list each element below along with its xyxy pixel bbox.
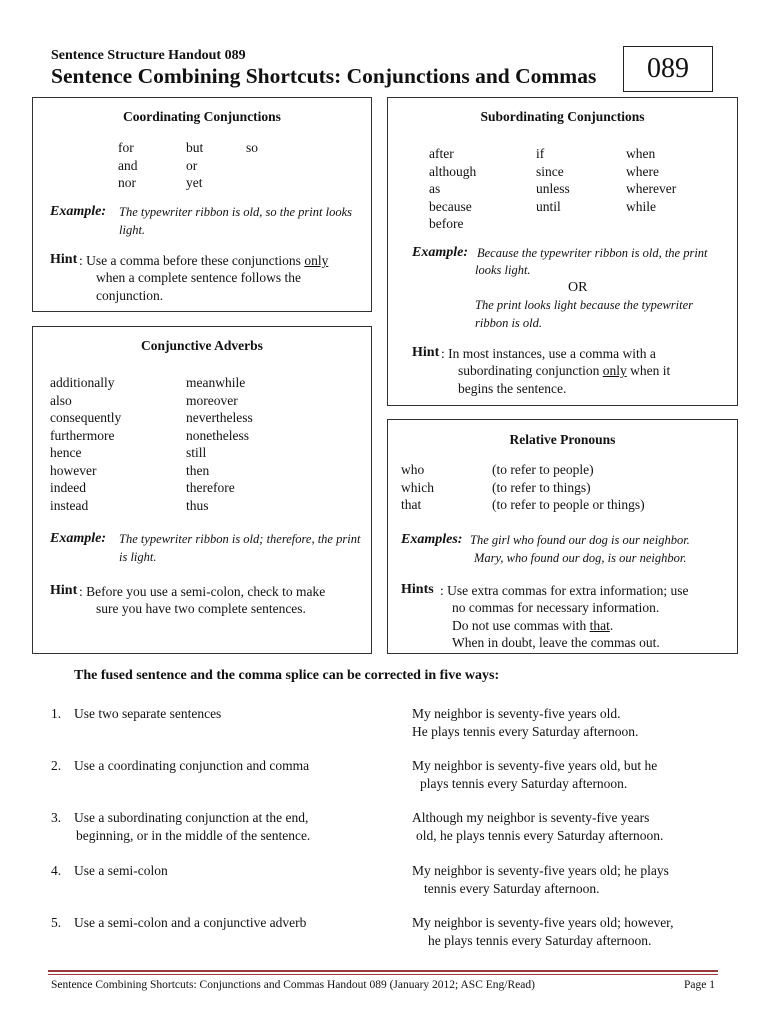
subordinating-heading: Subordinating Conjunctions — [480, 109, 645, 124]
example-text-cont — [475, 262, 531, 280]
word: for — [118, 140, 134, 155]
hint-text — [441, 345, 656, 363]
word: however — [50, 462, 97, 478]
coordinating-col-1 — [118, 139, 138, 192]
relative-pronouns-box — [387, 419, 738, 654]
hint-emphasis: that — [589, 617, 610, 633]
word: if — [536, 146, 545, 161]
word: yet — [186, 175, 203, 190]
way-method — [74, 862, 168, 880]
hint-text — [79, 252, 328, 270]
word: until — [536, 198, 561, 214]
way-example — [412, 809, 663, 844]
page-title: Sentence Combining Shortcuts: Conjunctions and Commas — [51, 64, 597, 88]
example-label: Example: — [50, 531, 106, 546]
pronoun-usage: (to refer to things) — [492, 479, 591, 495]
word: meanwhile — [186, 375, 246, 390]
example-line: My neighbor is seventy-five years old. — [412, 706, 621, 721]
word: because — [429, 198, 472, 214]
hint-line: : Before you use a semi-colon, check to make — [79, 584, 326, 599]
way-number: 2. — [51, 758, 62, 773]
way-method — [74, 914, 306, 932]
hint-text — [440, 582, 689, 600]
pronoun-usage: (to refer to people or things) — [492, 497, 645, 512]
word: also — [50, 392, 72, 408]
word: instead — [50, 497, 89, 513]
way-method — [74, 757, 309, 775]
word: therefore — [186, 480, 235, 495]
word: hence — [50, 445, 82, 460]
word: indeed — [50, 480, 86, 495]
word: still — [186, 445, 207, 460]
word: as — [429, 181, 441, 196]
way-number: 5. — [51, 915, 62, 930]
way-example — [412, 705, 638, 740]
word: while — [626, 198, 656, 214]
method-line: Use a coordinating conjunction and comma — [74, 758, 310, 773]
way-number: 4. — [51, 863, 62, 878]
word: nevertheless — [186, 410, 253, 425]
word: then — [186, 462, 210, 478]
hint-label: Hints — [401, 582, 434, 597]
footer-rule — [48, 970, 718, 972]
example-text-alt — [475, 297, 693, 332]
word: after — [429, 146, 454, 161]
hint-label: Hint — [412, 345, 440, 360]
hint-line: begins the sentence. — [458, 380, 567, 396]
hint-label: Hint — [50, 583, 78, 598]
word: so — [246, 140, 259, 155]
example-line: ribbon is old. — [475, 315, 543, 330]
hint-text-cont — [458, 362, 670, 397]
hint-line: conjunction. — [96, 287, 164, 303]
hint-text-cont — [96, 269, 301, 304]
subordinating-col-2 — [536, 145, 570, 215]
fused-sentence-heading: The fused sentence and the comma splice can be corrected in five ways: — [74, 668, 500, 683]
handout-subtitle: Sentence Structure Handout 089 — [51, 48, 246, 63]
hint-line: when a complete sentence follows the — [96, 270, 302, 285]
example-line: looks light. — [475, 263, 531, 277]
example-line: is light. — [119, 549, 157, 564]
word: when — [626, 146, 656, 161]
subordinating-col-3 — [626, 145, 676, 215]
example-line: tennis every Saturday afternoon. — [424, 880, 600, 896]
hint-text — [79, 583, 325, 601]
pronoun-list — [401, 461, 434, 514]
example-line: The girl who found our dog is our neighbor. — [470, 533, 690, 547]
way-method — [74, 809, 310, 844]
example-text — [470, 532, 690, 550]
word: and — [118, 157, 138, 173]
word: unless — [536, 181, 570, 196]
subordinating-conjunctions-box — [387, 97, 738, 406]
hint-line: when it — [626, 363, 671, 378]
example-label: Examples: — [401, 532, 463, 547]
hint-emphasis: only — [602, 363, 627, 378]
hint-line: : Use extra commas for extra information; use — [440, 583, 689, 598]
example-line: The typewriter ribbon is old; therefore, the print — [119, 532, 361, 546]
word: nonetheless — [186, 427, 249, 443]
word: wherever — [626, 181, 677, 196]
hint-line: no commas for necessary information. — [452, 600, 660, 615]
example-text-cont — [474, 550, 687, 568]
way-method — [74, 705, 221, 723]
pronoun-usage-list — [492, 461, 645, 514]
way-example — [412, 757, 657, 792]
pronoun: which — [401, 479, 434, 495]
hint-line: When in doubt, leave the commas out. — [452, 635, 660, 650]
coordinating-conjunctions-box — [32, 97, 372, 312]
hint-line: sure you have two complete sentences. — [96, 601, 306, 616]
word: nor — [118, 175, 136, 190]
word: or — [186, 157, 198, 173]
example-line: Mary, who found our dog, is our neighbor. — [474, 551, 687, 565]
page-number: Page 1 — [684, 979, 715, 991]
subordinating-col-1 — [429, 145, 476, 233]
example-label: Example: — [50, 204, 106, 219]
example-line: My neighbor is seventy-five years old; he plays — [412, 863, 669, 878]
footer-rule — [48, 974, 718, 975]
example-line: He plays tennis every Saturday afternoon. — [412, 723, 639, 739]
example-line: The typewriter ribbon is old, so the print looks — [119, 205, 352, 219]
example-text — [477, 245, 708, 263]
handout-number-box: 089 — [623, 46, 713, 92]
conjunctive-adverbs-box — [32, 326, 372, 654]
example-line: My neighbor is seventy-five years old; however, — [412, 915, 674, 930]
relative-heading: Relative Pronouns — [509, 432, 616, 447]
pronoun-usage: (to refer to people) — [492, 462, 594, 477]
adverbs-heading: Conjunctive Adverbs — [141, 338, 263, 353]
or-separator: OR — [568, 280, 588, 295]
way-example — [412, 914, 674, 949]
adverbs-col-2 — [186, 374, 253, 514]
coordinating-col-3 — [246, 139, 258, 157]
method-line: Use a semi-colon — [74, 863, 168, 878]
example-label: Example: — [412, 245, 468, 260]
word: where — [626, 163, 659, 179]
hint-line: : In most instances, use a comma with a — [441, 346, 656, 361]
footer-text: Sentence Combining Shortcuts: Conjunctions and Commas Handout 089 (January 2012; ASC Eng/Read) — [51, 979, 535, 991]
example-line: Because the typewriter ribbon is old, the print — [477, 246, 708, 260]
method-line: Use two separate sentences — [74, 706, 222, 721]
hint-text-cont — [96, 600, 306, 618]
method-line: Use a subordinating conjunction at the end, — [74, 810, 309, 825]
hint-label: Hint — [50, 252, 78, 267]
example-line: The print looks light because the typewriter — [475, 298, 694, 312]
hint-line: Do not use commas with — [452, 617, 590, 633]
word: furthermore — [50, 427, 115, 443]
example-line: light. — [119, 222, 146, 237]
word: since — [536, 163, 564, 179]
example-line: My neighbor is seventy-five years old, but he — [412, 758, 658, 773]
adverbs-col-1 — [50, 374, 121, 514]
hint-line: subordinating conjunction — [458, 363, 603, 378]
word: before — [429, 216, 464, 231]
example-line: he plays tennis every Saturday afternoon. — [428, 932, 652, 948]
method-line: Use a semi-colon and a conjunctive adverb — [74, 915, 307, 930]
word: thus — [186, 497, 209, 513]
coordinating-heading: Coordinating Conjunctions — [123, 109, 281, 124]
coordinating-col-2 — [186, 139, 203, 192]
way-number: 3. — [51, 810, 62, 825]
hint-line: . — [609, 617, 614, 633]
example-line: plays tennis every Saturday afternoon. — [420, 775, 628, 791]
way-number: 1. — [51, 706, 62, 721]
word: although — [429, 163, 477, 179]
example-line: old, he plays tennis every Saturday afternoon. — [416, 827, 664, 843]
pronoun: who — [401, 462, 425, 477]
hint-text-cont — [452, 599, 660, 652]
word: but — [186, 140, 204, 155]
word: additionally — [50, 375, 115, 390]
example-text — [119, 531, 360, 566]
example-line: Although my neighbor is seventy-five years — [412, 810, 650, 825]
method-line: beginning, or in the middle of the sentence. — [76, 827, 311, 843]
hint-emphasis: only — [304, 253, 329, 268]
hint-line: : Use a comma before these conjunctions — [79, 253, 305, 268]
example-text — [119, 204, 352, 239]
word: consequently — [50, 410, 122, 425]
pronoun: that — [401, 497, 422, 512]
way-example — [412, 862, 669, 897]
word: moreover — [186, 392, 238, 408]
